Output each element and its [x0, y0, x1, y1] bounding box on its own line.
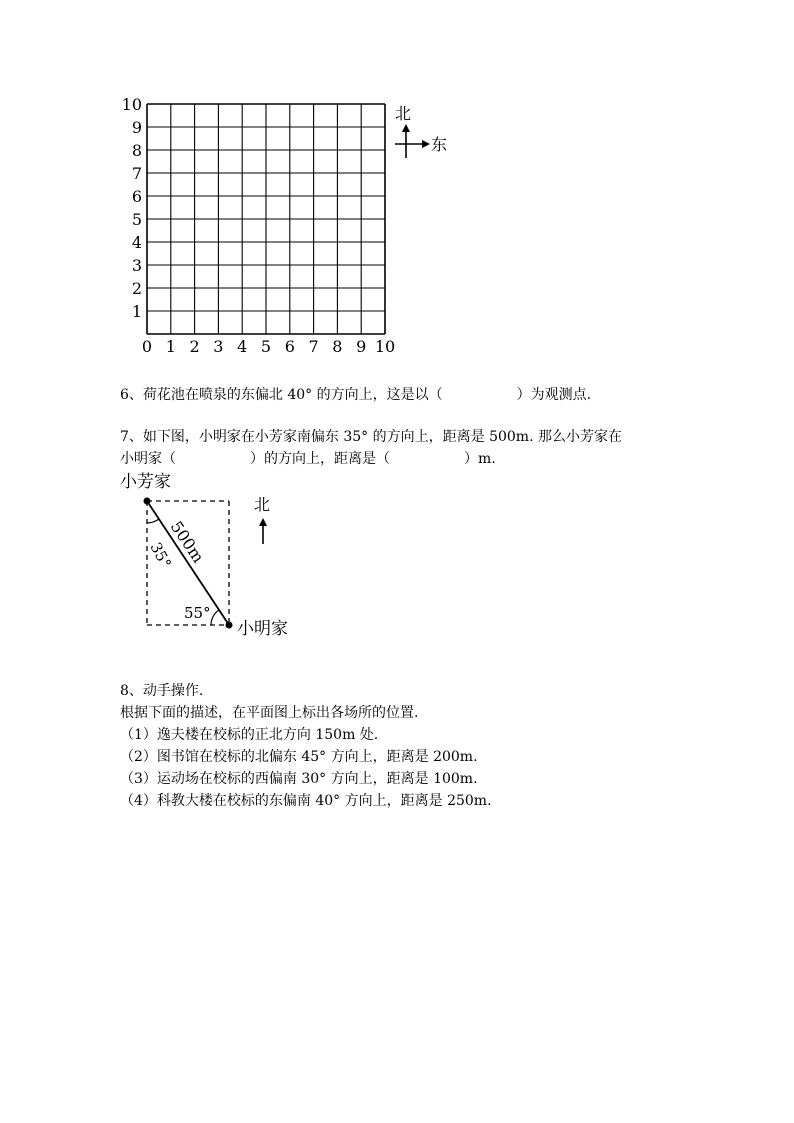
question-7-line-1: 7、如下图，小明家在小芳家南偏东 35° 的方向上，距离是 500m. 那么小芳家在	[120, 429, 622, 445]
y-tick-label: 6	[131, 187, 142, 206]
xiaoming-home-point	[226, 622, 233, 629]
x-tick-label: 4	[237, 337, 248, 356]
x-tick-label: 3	[213, 337, 224, 356]
x-tick-label: 1	[165, 337, 176, 356]
x-tick-label: 9	[356, 337, 367, 356]
y-tick-label: 3	[131, 256, 142, 275]
angle-arc-bottom	[211, 610, 219, 625]
y-tick-label: 1	[131, 302, 142, 321]
question-7-text-a: 小明家（	[120, 451, 176, 467]
bottom-angle-label: 55°	[184, 604, 211, 622]
y-tick-label: 5	[131, 210, 142, 229]
question-6-text-before: 6、荷花池在喷泉的东偏北 40° 的方向上，这是以（	[120, 387, 443, 403]
question-8-title: 8、动手操作.	[120, 683, 204, 699]
xiaofang-home-point	[144, 498, 151, 505]
compass-north-label: 北	[395, 104, 412, 123]
y-tick-label: 4	[131, 233, 142, 252]
distance-label: 500m	[166, 517, 209, 567]
coordinate-grid	[0, 0, 794, 380]
question-6	[120, 384, 591, 406]
question-6-text-after: ）为观测点.	[516, 387, 592, 403]
top-angle-label: 35°	[146, 539, 175, 572]
question-7-text-b: ）的方向上，距离是（	[250, 451, 390, 467]
xiaoming-home-label: 小明家	[237, 619, 288, 639]
x-tick-label: 8	[332, 337, 343, 356]
y-tick-label: 7	[131, 164, 142, 183]
x-tick-label: 2	[189, 337, 200, 356]
compass-east-label: 东	[431, 135, 448, 154]
x-tick-label: 10	[374, 337, 396, 356]
direction-diagram	[0, 468, 794, 648]
y-tick-label: 9	[131, 118, 142, 137]
question-8-item: （3）运动场在校标的西偏南 30° 方向上，距离是 100m.	[120, 771, 478, 787]
x-axis-labels	[142, 337, 395, 356]
x-tick-label: 6	[284, 337, 295, 356]
grid-lines	[147, 104, 385, 334]
question-8-item: （1）逸夫楼在校标的正北方向 150m 处.	[120, 727, 379, 743]
question-8-item: （4）科教大楼在校标的东偏南 40° 方向上，距离是 250m.	[120, 793, 492, 809]
y-tick-label: 2	[131, 279, 142, 298]
question-7-text-c: ）m.	[464, 451, 496, 467]
compass-icon	[395, 104, 447, 158]
x-tick-label: 7	[308, 337, 319, 356]
question-8-instruction: 根据下面的描述，在平面图上标出各场所的位置.	[120, 705, 419, 721]
x-tick-label: 5	[260, 337, 272, 356]
angle-arc-top	[147, 519, 159, 523]
y-tick-label: 10	[121, 95, 142, 114]
question-8-item: （2）图书馆在校标的北偏东 45° 方向上，距离是 200m.	[120, 749, 478, 765]
x-tick-label: 0	[141, 337, 153, 356]
xiaofang-home-label: 小芳家	[120, 472, 171, 492]
north-label: 北	[254, 495, 271, 514]
question-7-line-2	[120, 448, 496, 470]
y-tick-label: 8	[131, 141, 142, 160]
y-axis-labels	[122, 95, 142, 321]
